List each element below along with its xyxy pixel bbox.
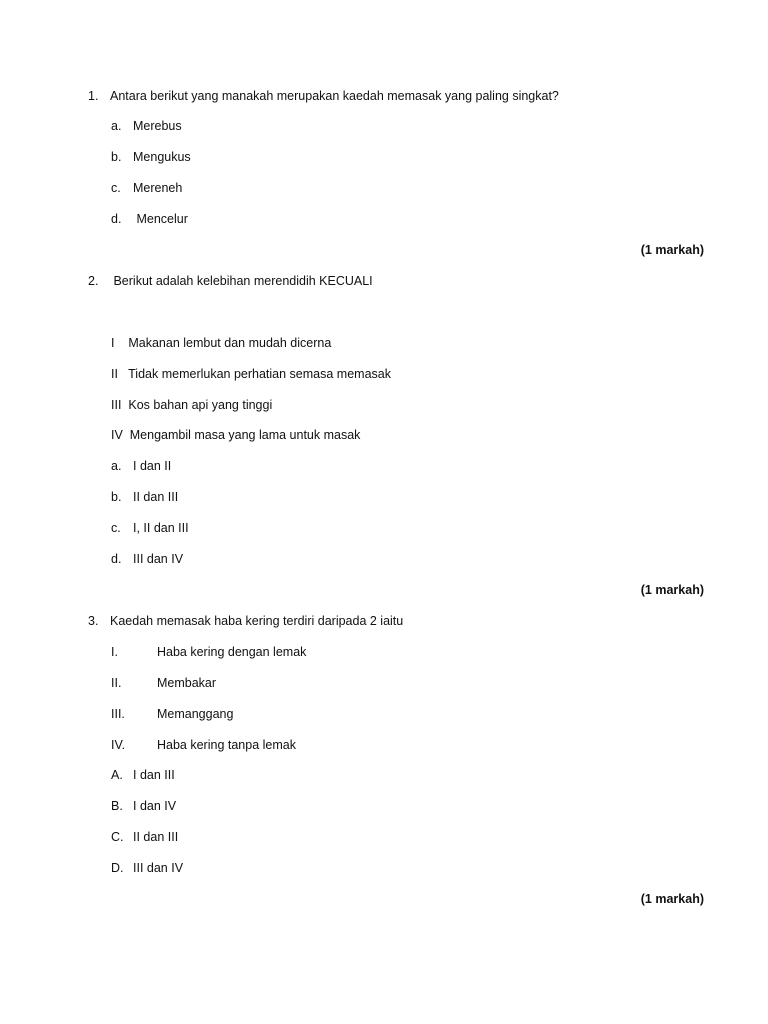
option-label: a. (111, 459, 122, 473)
option-text: I dan IV (133, 799, 177, 813)
roman-label: III. (111, 707, 125, 721)
option-text: II dan III (133, 490, 179, 504)
question-text: Berikut adalah kelebihan merendidih KECUALI (110, 274, 373, 288)
question-number: 2. (88, 274, 99, 288)
roman-text: Membakar (157, 676, 217, 690)
option-label: b. (111, 150, 122, 164)
option-label: d. (111, 552, 122, 566)
roman-label: I. (111, 645, 118, 659)
option-label: c. (111, 521, 121, 535)
roman-text: Haba kering dengan lemak (157, 645, 307, 659)
option-text: Mencelur (133, 212, 188, 226)
statement: I Makanan lembut dan mudah dicerna (111, 336, 332, 350)
question-text: Antara berikut yang manakah merupakan kaedah memasak yang paling singkat? (110, 89, 559, 103)
option-text: Mengukus (133, 150, 191, 164)
option-label: d. (111, 212, 122, 226)
option-text: Mereneh (133, 181, 183, 195)
option-label: B. (111, 799, 123, 813)
option-text: III dan IV (133, 552, 184, 566)
option-label: a. (111, 119, 122, 133)
statement: IV Mengambil masa yang lama untuk masak (111, 428, 361, 442)
statement: III Kos bahan api yang tinggi (111, 398, 273, 412)
option-text: I, II dan III (133, 521, 189, 535)
roman-label: II. (111, 676, 122, 690)
option-text: II dan III (133, 830, 179, 844)
option-text: I dan II (133, 459, 172, 473)
option-label: A. (111, 768, 123, 782)
roman-label: IV. (111, 738, 126, 752)
marks-label: (1 markah) (640, 892, 704, 906)
option-text: Merebus (133, 119, 182, 133)
question-text: Kaedah memasak haba kering terdiri daripada 2 iaitu (110, 614, 404, 628)
option-text: I dan III (133, 768, 175, 782)
option-label: D. (111, 861, 124, 875)
option-label: c. (111, 181, 121, 195)
statement: II Tidak memerlukan perhatian semasa memasak (111, 367, 391, 381)
option-label: C. (111, 830, 124, 844)
option-text: III dan IV (133, 861, 184, 875)
marks-label: (1 markah) (640, 583, 704, 597)
marks-label: (1 markah) (640, 243, 704, 257)
question-number: 1. (88, 89, 99, 103)
option-label: b. (111, 490, 122, 504)
question-number: 3. (88, 614, 99, 628)
roman-text: Haba kering tanpa lemak (157, 738, 296, 752)
roman-text: Memanggang (157, 707, 234, 721)
